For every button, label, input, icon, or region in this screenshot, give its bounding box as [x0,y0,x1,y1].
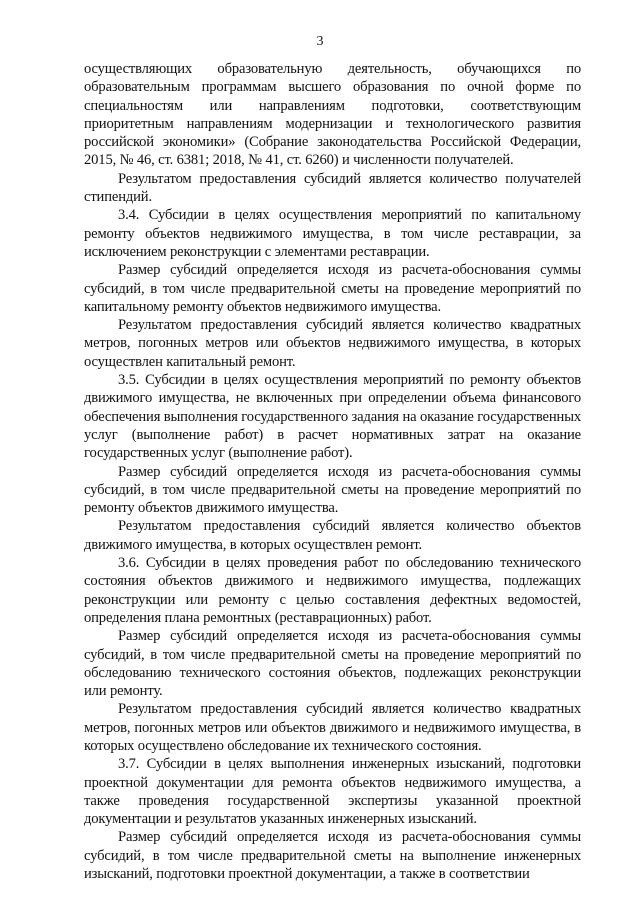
paragraph-3-7: 3.7. Субсидии в целях выполнения инженерных изысканий, подготовки проектной документации для ремонта объектов недвижимого имущества, а также проведения государственной экспертизы указанной проектной документации и результатов указанных инженерных изысканий. [84,756,581,828]
paragraph-3-5-result: Результатом предоставления субсидий является количество объектов движимого имущества, в которых осуществлен ремонт. [84,518,581,553]
paragraph-3-4: 3.4. Субсидии в целях осуществления мероприятий по капитальному ремонту объектов недвижимого имущества, в том числе реставрации, за исключением реконструкции с элементами реставрации. [84,207,581,260]
page-number: 3 [316,34,324,49]
document-body [84,60,581,883]
paragraph-3-7-size: Размер субсидий определяется исходя из расчета-обоснования суммы субсидий, в том числе предварительной сметы на выполнение инженерных изысканий, подготовки проектной документации, а также в соответствии [84,829,581,883]
paragraph-result-stipends: Результатом предоставления субсидий является количество получателей стипендий. [84,170,581,206]
paragraph-3-6: 3.6. Субсидии в целях проведения работ по обследованию технического состояния объектов движимого и недвижимого имущества, подлежащих реконструкции или ремонту с целью составления дефектных ведомостей, определения плана ремонтных (реставрационных) работ. [84,555,581,626]
paragraph-3-5: 3.5. Субсидии в целях осуществления мероприятий по ремонту объектов движимого имущества, не включенных при определении объема финансового обеспечения выполнения государственного задания на оказание государственных услуг (выполнение работ) в расчет нормативных затрат на оказание государственных услуг (выполнение работ). [84,372,581,462]
paragraph-3-4-size: Размер субсидий определяется исходя из расчета-обоснования суммы субсидий, в том числе предварительной сметы на проведение мероприятий по капитальному ремонту объектов недвижимого имущества. [84,262,581,315]
paragraph-continuation: осуществляющих образовательную деятельность, обучающихся по образовательным программам высшего образования по очной форме по специальностям или направлениям подготовки, соответствующим приоритетным направлениям модернизации и технологического развития российской экономики» (Собрание законодательства Российской Федерации, 2015, № 46, ст. 6381; 2018, № 41, ст. 6260) и численности получателей. [84,61,581,169]
paragraph-3-6-result: Результатом предоставления субсидий является количество квадратных метров, погонных метров или объектов движимого и недвижимого имущества, в которых осуществлено обследование их технического состояния. [84,701,581,754]
paragraph-3-5-size: Размер субсидий определяется исходя из расчета-обоснования суммы субсидий, в том числе предварительной сметы на проведение мероприятий по ремонту объектов движимого имущества. [84,463,581,517]
paragraph-3-6-size: Размер субсидий определяется исходя из расчета-обоснования суммы субсидий, в том числе предварительной сметы на проведение мероприятий по обследованию технического состояния объектов, подлежащих реконструкции или ремонту. [84,628,581,700]
paragraph-3-4-result: Результатом предоставления субсидий является количество квадратных метров, погонных метров или объектов недвижимого имущества, в которых осуществлен капитальный ремонт. [84,317,581,370]
